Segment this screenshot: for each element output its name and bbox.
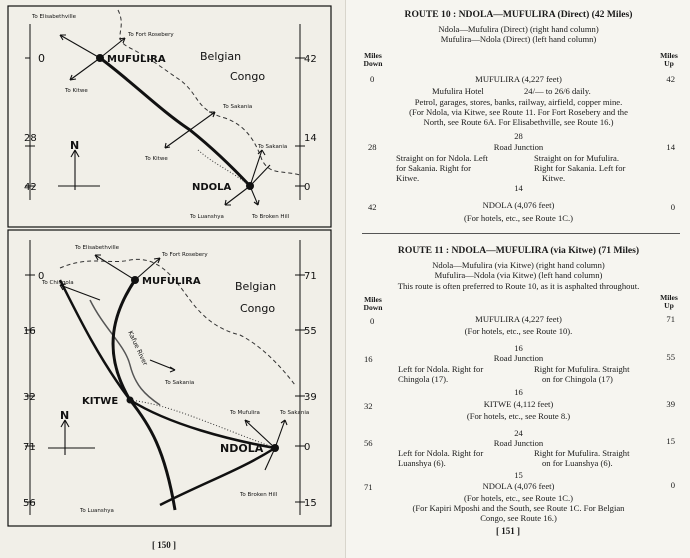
route10-hotel: Mufulira Hotel xyxy=(432,86,484,96)
map2-country-1: Belgian xyxy=(235,280,277,293)
route10-mleft-2: 42 xyxy=(368,202,377,212)
route11-mright-2: 39 xyxy=(666,399,675,409)
route11-sub2: Mufulira—Ndola (via Kitwe) (left hand column) xyxy=(434,270,603,280)
map2-country-2: Congo xyxy=(240,302,276,315)
map2-right-scale-0: 0 xyxy=(304,442,311,453)
map1-mufulira: MUFULIRA xyxy=(107,54,166,65)
route11-junction1: Road Junction xyxy=(493,353,544,363)
route11-mright-1: 55 xyxy=(666,352,675,362)
route11-mleft-1: 16 xyxy=(364,354,373,364)
map1-country-2: Congo xyxy=(230,70,266,83)
route11-junction2: Road Junction xyxy=(493,438,544,448)
route10-right-col-3: Kitwe. xyxy=(542,173,566,183)
route11-seg1: 16 xyxy=(514,343,523,353)
route11-miles-up: Miles Up xyxy=(660,293,678,310)
route11-mleft-4: 71 xyxy=(364,482,373,492)
route11-ndola: NDOLA (4,076 feet) xyxy=(482,481,555,491)
route11-j1-right-1: Right for Mufulira. Straight xyxy=(534,364,630,374)
map1-left-scale-28: 28 xyxy=(24,133,37,144)
map1 xyxy=(24,10,317,220)
map1-right-scale-14: 14 xyxy=(304,133,317,144)
map1-right-scale-0: 0 xyxy=(304,182,311,193)
right-page xyxy=(345,0,690,558)
map2-to-sakania-b: To Sakania xyxy=(280,410,310,416)
route11-mufulira: MUFULIRA (4,227 feet) xyxy=(475,314,562,324)
route10-right-col-1: Straight on for Mufulira. xyxy=(534,153,619,163)
map1-to-broken-hill: To Broken Hill xyxy=(252,214,290,220)
map1-north: N xyxy=(70,139,80,152)
route10-facilities: Petrol, garages, stores, banks, railway, airfield, copper mine. xyxy=(414,97,623,107)
map1-to-kitwe-b: To Kitwe xyxy=(145,156,168,162)
map1-to-sakania-b: To Sakania xyxy=(258,144,288,150)
map2-right-scale-55: 55 xyxy=(304,326,317,337)
route10-left-col-1: Straight on for Ndola. Left xyxy=(396,153,488,163)
route11-j1-left-1: Left for Ndola. Right for xyxy=(398,364,484,374)
map2-to-chingola: To Chingola xyxy=(42,280,74,286)
route10-sub1: Ndola—Mufulira (Direct) (right hand column) xyxy=(438,24,599,34)
map1-to-luanshya: To Luanshya xyxy=(190,214,224,220)
route10-mleft-0: 0 xyxy=(370,74,375,84)
route11-mleft-2: 32 xyxy=(364,401,373,411)
map2-to-luanshya: To Luanshya xyxy=(80,508,114,514)
map2-to-sakania-a: To Sakania xyxy=(165,380,195,386)
route10-junction: Road Junction xyxy=(493,142,544,152)
map2-left-scale-32: 32 xyxy=(23,392,36,403)
map2-to-fort-rosebery: To Fort Rosebery xyxy=(162,252,208,258)
route10-miles-down: Miles Down xyxy=(363,51,383,68)
route10-ndola: NDOLA (4,076 feet) xyxy=(482,200,555,210)
map2-kafue-river: Kafue River xyxy=(126,329,150,367)
section-divider xyxy=(362,233,680,234)
map1-left-scale-0: 0 xyxy=(38,52,45,65)
route10-hotel-rate: 24/— to 26/6 daily. xyxy=(524,86,591,96)
route10-sub2: Mufulira—Ndola (Direct) (left hand column) xyxy=(440,34,597,44)
map1-ndola: NDOLA xyxy=(192,182,232,193)
route11-mright-3: 15 xyxy=(666,436,675,446)
right-page-number: [ 151 ] xyxy=(496,526,520,536)
route11-mright-0: 71 xyxy=(666,314,675,324)
route10-note2: North, see Route 6A. For Elisabethville, see Route 16.) xyxy=(423,117,614,127)
map2-kitwe: KITWE xyxy=(82,396,119,407)
route11-j1-left-2: Chingola (17). xyxy=(398,374,449,384)
route10-mleft-1: 28 xyxy=(368,142,377,152)
route11-j2-left-2: Luanshya (6). xyxy=(398,458,446,468)
route11-seg4: 15 xyxy=(514,470,523,480)
route11-j2-left-1: Left for Ndola. Right for xyxy=(398,448,484,458)
map2-ndola: NDOLA xyxy=(220,442,264,455)
route10-seg2: 14 xyxy=(514,183,523,193)
map2-right-scale-39: 39 xyxy=(304,392,317,403)
map1-country-1: Belgian xyxy=(200,50,242,63)
route10-mright-2: 0 xyxy=(670,202,675,212)
route11-sub1: Ndola—Mufulira (via Kitwe) (right hand column) xyxy=(432,260,605,270)
map1-to-elisabethville: To Elisabethville xyxy=(32,14,77,20)
map2-mufulira: MUFULIRA xyxy=(142,276,201,287)
map2-to-broken-hill: To Broken Hill xyxy=(240,492,278,498)
map2-left-scale-71: 71 xyxy=(23,442,36,453)
route11-ndola-note2: (For Kapiri Mposhi and the South, see Route 1C. For Belgian xyxy=(412,503,625,513)
route10-note1: (For Ndola, via Kitwe, see Route 11. For Fort Rosebery and the xyxy=(409,107,628,117)
map1-right-scale-42: 42 xyxy=(304,54,317,65)
route11-title: ROUTE 11 : NDOLA—MUFULIRA (via Kitwe) (71 Miles) xyxy=(397,245,640,256)
route10-ndola-note: (For hotels, etc., see Route 1C.) xyxy=(463,213,574,223)
map2-north: N xyxy=(60,409,70,422)
route11-miles-down: Miles Down xyxy=(363,295,383,312)
route10-mufulira: MUFULIRA (4,227 feet) xyxy=(475,74,562,84)
route10-mright-0: 42 xyxy=(666,74,675,84)
map2-to-mufulira: To Mufulira xyxy=(230,410,260,416)
route11-mleft-3: 56 xyxy=(364,438,373,448)
left-page-number: [ 150 ] xyxy=(152,540,176,550)
map1-to-sakania-a: To Sakania xyxy=(223,104,253,110)
route11-mright-4: 0 xyxy=(670,480,675,490)
route11-j2-right-1: Right for Mufulira. Straight xyxy=(534,448,630,458)
route10-seg1: 28 xyxy=(514,131,523,141)
route11-seg3: 24 xyxy=(514,428,523,438)
map2-right-scale-15: 15 xyxy=(304,498,317,509)
map1-to-kitwe-a: To Kitwe xyxy=(65,88,88,94)
map2-to-elisabethville: To Elisabethville xyxy=(75,245,120,251)
map2-left-scale-56: 56 xyxy=(23,498,36,509)
route10-left-col-2: for Sakania. Right for xyxy=(396,163,471,173)
route10-left-col-3: Kitwe. xyxy=(396,173,420,183)
map2-right-scale-71: 71 xyxy=(304,271,317,282)
route11-kitwe: KITWE (4,112 feet) xyxy=(483,399,554,409)
railway xyxy=(198,150,250,186)
main-road xyxy=(100,58,253,186)
route11-mufulira-note: (For hotels, etc., see Route 10). xyxy=(464,326,573,336)
route11-j1-right-2: on for Chingola (17) xyxy=(542,374,613,384)
route11-ndola-note3: Congo, see Route 16.) xyxy=(480,513,557,523)
route11-j2-right-2: on for Luanshya (6). xyxy=(542,458,613,468)
map2 xyxy=(23,240,317,515)
map2-road-a xyxy=(113,280,175,510)
map1-left-scale-42: 42 xyxy=(24,182,37,193)
route11-ndola-note1: (For hotels, etc., see Route 1C.) xyxy=(463,493,574,503)
map1-to-fort-rosebery: To Fort Rosebery xyxy=(128,32,174,38)
route11-mleft-0: 0 xyxy=(370,316,375,326)
route11-kitwe-note: (For hotels, etc., see Route 8.) xyxy=(466,411,571,421)
route10-title: ROUTE 10 : NDOLA—MUFULIRA (Direct) (42 Miles) xyxy=(404,9,633,20)
route10-right-col-2: Right for Sakania. Left for xyxy=(534,163,626,173)
route11-seg2: 16 xyxy=(514,387,523,397)
route11-sub3: This route is often preferred to Route 10, as it is asphalted throughout. xyxy=(397,281,640,291)
map2-left-scale-16: 16 xyxy=(23,326,36,337)
map2-left-scale-0: 0 xyxy=(38,271,45,282)
route10-mright-1: 14 xyxy=(666,142,675,152)
map2-railway xyxy=(130,400,275,448)
route10-miles-up: Miles Up xyxy=(660,51,678,68)
